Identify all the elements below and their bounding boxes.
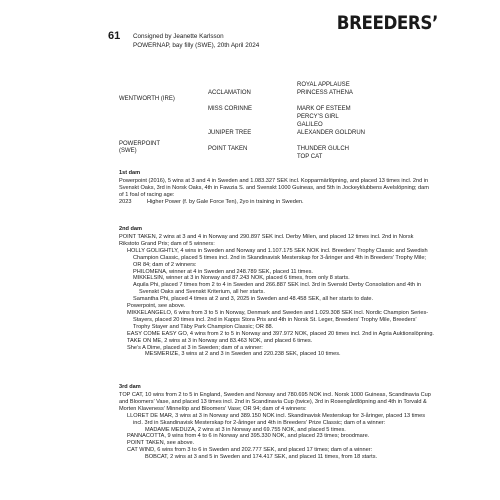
pedigree-dam-dam: POINT TAKEN <box>208 146 248 152</box>
progeny-text: Higher Power (f. by Gale Force Ten), 2yo in training in Sweden. <box>147 198 304 205</box>
first-dam-body: Powerpoint (2016), 5 wins at 3 and 4 in Sweden and 1.083.327 SEK incl. Kopparmärlöpning, and placed 13 times incl. 2nd in Svenskt Oaks, 3rd in Norsk Oaks, 4th in Fawzia S. and Svenskt 1000 Guineas, and 5th in Jockeyklubbens Avelslöpning; dam of 1 foal of racing age: <box>119 178 429 198</box>
pedigree-sire: WENTWORTH (IRE) <box>119 96 175 102</box>
pedigree-dam-sire: JUNIPER TREE <box>208 130 252 136</box>
pedigree-dam: POWERPOINT (SWE) <box>119 141 160 155</box>
second-dam-line: Powerpoint, see above. <box>127 303 186 310</box>
brand-logo: BREEDERS’ <box>336 12 438 34</box>
consignor: Consigned by Jeanette Karlsson <box>133 33 224 40</box>
third-dam-line: TOP CAT, 10 wins from 2 to 5 in England, Sweden and Norway and 780.695 NOK incl. Norsk 1000 Guineas, Scandinavia Cup and Bloomers’ Vase, and placed 13 times incl. 2nd in Scandinavia Cup (twice), 3rd in Rosengårdlöpning and 4th in Torvald & Morten Klaveness’ Minnelöp and Bloomers’ Vase; OR 94; dam of 4 winners: <box>119 392 431 412</box>
pedigree-g6: ALEXANDER GOLDRUN <box>297 130 366 136</box>
lot-number: 61 <box>108 30 121 42</box>
pedigree-g8: TOP CAT <box>297 154 323 160</box>
second-dam-heading: 2nd dam <box>119 226 143 232</box>
second-dam-line: She’s A Dime, placed at 3 in Sweden; dam of a winner: <box>127 344 263 351</box>
first-dam-section <box>119 178 435 206</box>
pedigree-g3: MARK OF ESTEEM <box>297 106 351 112</box>
third-dam-line: MADAME MEDUZA, 2 wins at 3 in Norway and 69.755 NOK, and placed 5 times. <box>145 426 346 433</box>
pedigree-g5: GALILEO <box>297 122 323 128</box>
pedigree-g1: ROYAL APPLAUSE <box>297 82 350 88</box>
pedigree-g7: THUNDER GULCH <box>297 146 350 152</box>
pedigree-sire-dam: MISS CORINNE <box>208 106 253 112</box>
second-dam-line: POINT TAKEN, 2 wins at 3 and 4 in Norway and 290.897 SEK incl. Derby Milen, and placed 12 times incl. 2nd in Norsk Rikstoto Grand Prix; dam of 5 winners: <box>119 234 414 247</box>
second-dam-line: MIKKELSIN, winner at 3 in Norway and 87.243 NOK, placed 6 times, from only 8 starts. <box>133 275 350 282</box>
second-dam-line: EASY COME EASY GO, 4 wins from 2 to 5 in Norway and 397.972 NOK, placed 20 times incl. 2nd in Agria Auktionslöpning. <box>127 330 434 337</box>
second-dam-line: Aquila Phi, placed 7 times from 2 to 4 in Sweden and 266.887 SEK incl. 3rd in Svenskt Derby Consolation and 4th in Svenskt Oaks and Svenskt Kriterium, all her starts. <box>133 282 421 296</box>
third-dam-heading: 3rd dam <box>119 384 141 390</box>
third-dam-line: PANNACOTTA, 9 wins from 4 to 6 in Norway and 395.330 NOK, and placed 23 times; broodmare. <box>127 433 370 440</box>
third-dam-line: LLORET DE MAR, 3 wins at 3 in Norway and 389.150 NOK incl. Skandinavisk Mesterskap for 3-åringer, placed 13 times incl. 3rd in Skandinavisk Mesterskap for 2-åringer and 4th in Breeders’ Prize Classic; dam of a winner: <box>127 412 426 426</box>
horse-description: POWERNAP, bay filly (SWE), 20th April 2024 <box>133 42 260 49</box>
second-dam-line: PHILOMENA, winner at 4 in Sweden and 248.789 SEK, placed 11 times. <box>133 268 313 275</box>
second-dam-line: MIKKELANGELO, 6 wins from 3 to 5 in Norway, Denmark and Sweden and 1.029.308 SEK incl. Nordic Champion Series-Stayers, placed 20 times incl. 2nd in Kapps Stora Pris and 4th in Norsk St. Leger, Breeders’ Trophy Mile, Breeders’ Trophy Stayer and Täby Park Champion Classic; OR 88. <box>127 309 429 330</box>
pedigree-g2: PRINCESS ATHENA <box>297 90 353 96</box>
third-dam-line: POINT TAKEN, see above. <box>127 440 195 447</box>
progeny-year: 2023 <box>119 198 132 205</box>
second-dam-line: Samantha Phi, placed 4 times at 2 and 3, 2025 in Sweden and 48.458 SEK, all her starts to date. <box>133 296 374 303</box>
progeny-row <box>119 199 435 206</box>
first-dam-heading: 1st dam <box>119 170 141 176</box>
second-dam-section <box>119 234 435 358</box>
pedigree-sire-sire: ACCLAMATION <box>208 90 251 96</box>
third-dam-line: CAT WIND, 6 wins from 3 to 6 in Sweden and 202.777 SEK, and placed 17 times; dam of a winner: <box>127 447 373 454</box>
second-dam-line: TAKE ON ME, 2 wins at 3 in Norway and 83.463 NOK, and placed 6 times. <box>127 337 313 344</box>
second-dam-line: MESMERIZE, 3 wins at 2 and 3 in Sweden and 220.238 SEK, placed 10 times. <box>145 351 341 358</box>
second-dam-line: HOLLY GOLIGHTLY, 4 wins in Sweden and Norway and 1.107.175 SEK NOK incl. Breeders’ Trophy Classic and Swedish Champion Classic, placed 5 times incl. 2nd in Skandinavisk Mesterskap for 3-åringer and 4th in Breeders’ Trophy Mile; OR 84; dam of 2 winners: <box>127 247 428 268</box>
pedigree-g4: PERCY’S GIRL <box>297 114 339 120</box>
third-dam-line: BOBCAT, 2 wins at 3 and 5 in Sweden and 174.417 SEK, and placed 11 times, from 18 starts. <box>145 454 378 461</box>
lot-header <box>133 32 259 50</box>
third-dam-section <box>119 392 435 461</box>
